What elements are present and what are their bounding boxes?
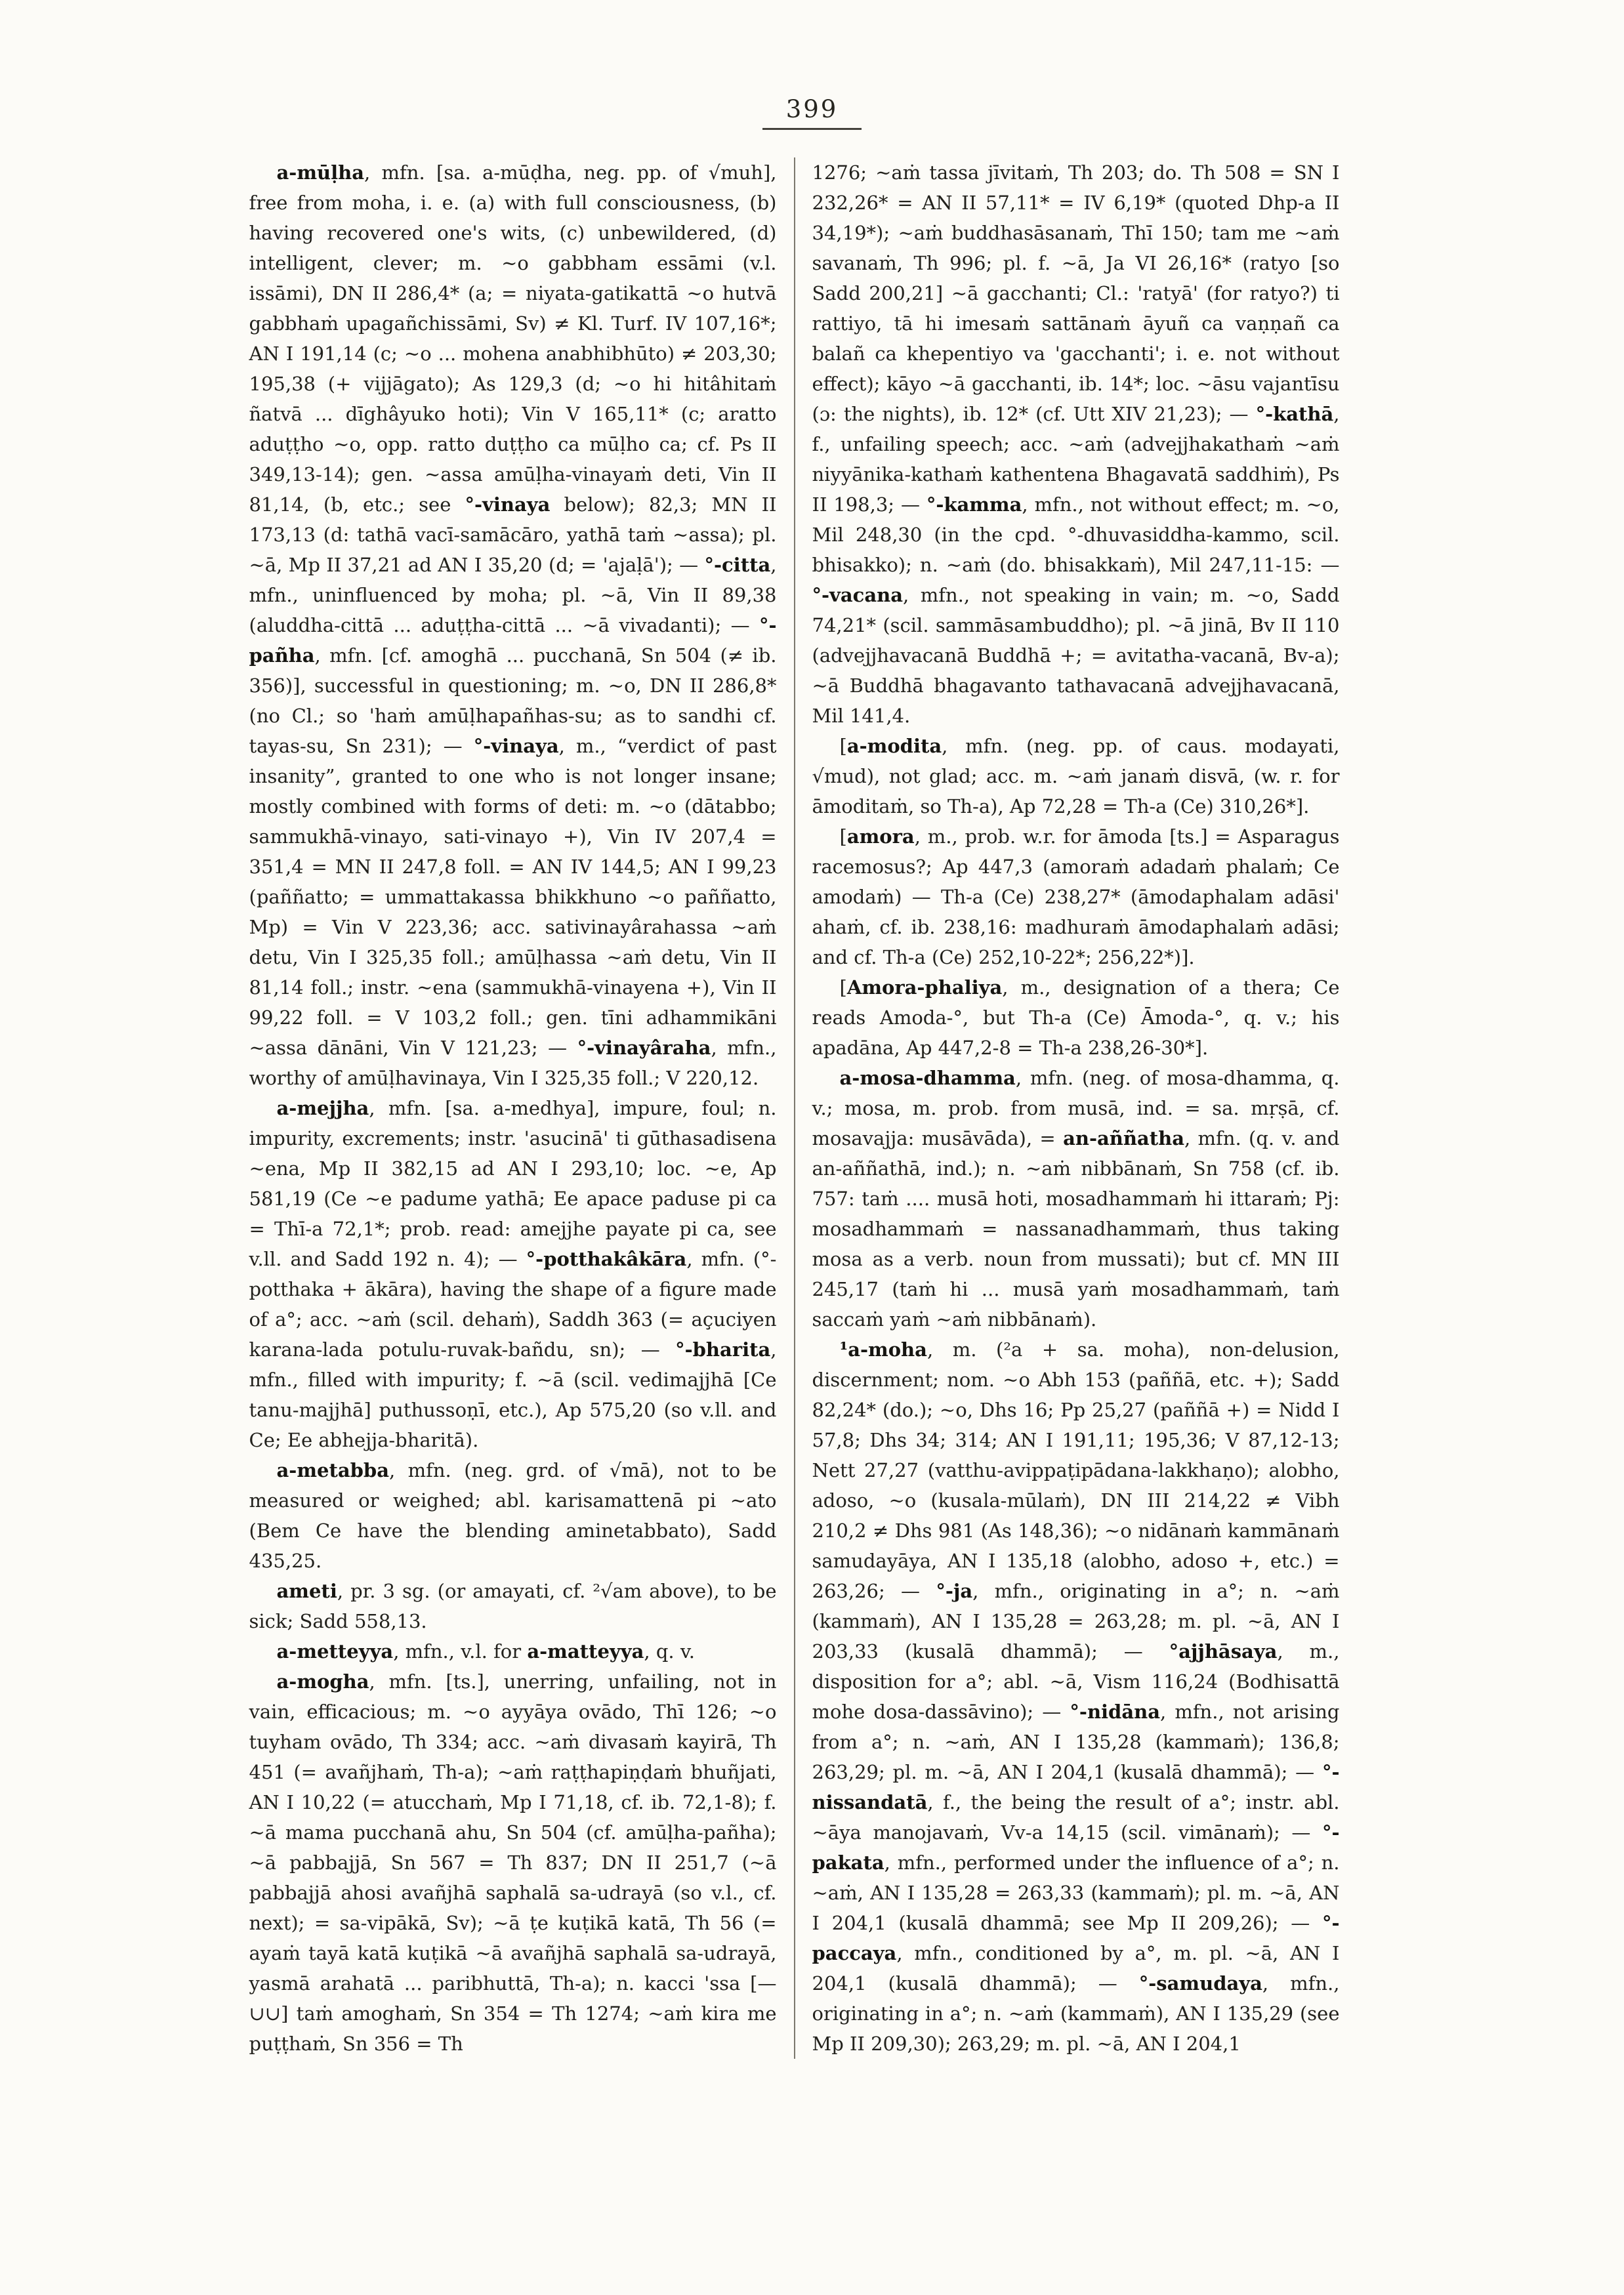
headword: amora <box>846 825 915 848</box>
dictionary-entry: [Amora-phaliya, m., designation of a thera; Ce reads Amoda-°, but Th-a (Ce) Āmoda-°, q. v.; his apadāna, Ap 447,2-8 = Th-a 238,26-30*]. <box>812 976 1340 1059</box>
dictionary-entry: [a-modita, mfn. (neg. pp. of caus. modayati, √mud), not glad; acc. m. ~aṁ janaṁ disvā, (w. r. for āmoditaṁ, so Th-a), Ap 72,28 = Th-a (Ce) 310,26*]. <box>812 735 1340 817</box>
headword: Amora-phaliya <box>846 976 1003 999</box>
dictionary-entry: [amora, m., prob. w.r. for āmoda [ts.] = Asparagus racemosus?; Ap 447,3 (amoraṁ adadaṁ phalaṁ; Ce amodaṁ) — Th-a (Ce) 238,27* (āmodaphalam adāsi' ahaṁ, cf. ib. 238,16: madhuraṁ āmodaphalaṁ adāsi; and cf. Th-a (Ce) 252,10-22*; 256,22*)]. <box>812 825 1340 968</box>
headword: °-nissandatā <box>812 1761 1340 1813</box>
left-column <box>249 157 794 2059</box>
headword: °-ja <box>936 1580 973 1602</box>
headword: a-metteyya <box>276 1640 394 1663</box>
headword: °-citta <box>704 554 771 576</box>
headword: a-modita <box>846 735 942 757</box>
headword: °-pakata <box>812 1821 1340 1874</box>
headword: °-potthakâkāra <box>526 1248 687 1270</box>
page-header <box>0 0 1624 130</box>
headword: a-metabba <box>276 1459 389 1481</box>
headword: °-vinaya <box>465 493 551 516</box>
headword: °-nidāna <box>1070 1701 1160 1723</box>
headword: °-pañha <box>249 614 777 667</box>
headword: °ajjhāsaya <box>1169 1640 1278 1663</box>
right-column <box>795 157 1340 2059</box>
dictionary-entry: ameti, pr. 3 sg. (or amayati, cf. ²√am above), to be sick; Sadd 558,13. <box>249 1580 777 1632</box>
dictionary-entry: ¹a-moha, m. (²a + sa. moha), non-delusion, discernment; nom. ~o Abh 153 (paññā, etc. +); Sadd 82,24* (do.); ~o, Dhs 16; Pp 25,27 (paññā +) = Nidd I 57,8; Dhs 34; 314; AN I 191,11; 195,36; V 87,12-13; Nett 27,27 (vatthu-avippaṭipādana-lakkhaṇo); alobho, adoso, ~o (kusala-mūlaṁ), DN III 214,22 ≠ Vibh 210,2 ≠ Dhs 981 (As 148,36); ~o nidānaṁ kammānaṁ samudayāya, AN I 135,18 (alobho, adoso +, etc.) = 263,26; — °-ja, mfn., originating in a°; n. ~aṁ (kammaṁ), AN I 135,28 = 263,28; m. pl. ~ā, AN I 203,33 (kusalā dhammā); — °ajjhāsaya, m., disposition for a°; abl. ~ā, Vism 116,24 (Bodhisattā mohe dosa-dassāvino); — °-nidāna, mfn., not arising from a°; n. ~aṁ, AN I 135,28 (kammaṁ); 136,8; 263,29; pl. m. ~ā, AN I 204,1 (kusalā dhammā); — °-nissandatā, f., the being the result of a°; instr. abl. ~āya manojavaṁ, Vv-a 14,15 (scil. vimānaṁ); — °-pakata, mfn., performed under the influence of a°; n. ~aṁ, AN I 135,28 = 263,33 (kammaṁ); pl. m. ~ā, AN I 204,1 (kusalā dhammā; see Mp II 209,26); — °-paccaya, mfn., conditioned by a°, m. pl. ~ā, AN I 204,1 (kusalā dhammā); — °-samudaya, mfn., originating in a°; n. ~aṁ (kammaṁ), AN I 135,29 (see Mp II 209,30); 263,29; m. pl. ~ā, AN I 204,1 <box>812 1338 1340 2055</box>
headword: a-mejjha <box>276 1097 369 1119</box>
headword: a-mosa-dhamma <box>839 1067 1016 1089</box>
headword: a-mogha <box>276 1670 369 1693</box>
dictionary-entry: a-metteyya, mfn., v.l. for a-matteyya, q. v. <box>276 1640 696 1663</box>
headword: °-kamma <box>926 493 1022 516</box>
headword: °-samudaya <box>1138 1972 1262 1995</box>
headword: a-matteyya <box>527 1640 644 1663</box>
headword: °-vinaya <box>473 735 559 757</box>
headword: °-bharita <box>675 1338 771 1361</box>
headword: ¹a-moha <box>839 1338 927 1361</box>
dictionary-entry: a-mosa-dhamma, mfn. (neg. of mosa-dhamma, q. v.; mosa, m. prob. from musā, ind. = sa. mṛṣā, cf. mosavajja: musāvāda), = an-aññatha, mfn. (q. v. and an-aññathā, ind.); n. ~aṁ nibbānaṁ, Sn 758 (cf. ib. 757: taṁ .... musā hoti, mosadhammaṁ hi ittaraṁ; Pj: mosadhammaṁ = nassanadhammaṁ, thus taking mosa as a verb. noun from mussati); but cf. MN III 245,17 (taṁ hi ... musā yaṁ mosadhammaṁ, taṁ saccaṁ yaṁ ~aṁ nibbānaṁ). <box>812 1067 1340 1331</box>
dictionary-entry: a-mūḷha, mfn. [sa. a-mūḍha, neg. pp. of √muh], free from moha, i. e. (a) with full consciousness, (b) having recovered one's wits, (c) unbewildered, (d) intelligent, clever; m. ~o gabbham essāmi (v.l. issāmi), DN II 286,4* (a; = niyata-gatikattā ~o hutvā gabbhaṁ upagañchissāmi, Sv) ≠ Kl. Turf. IV 107,16*; AN I 191,14 (c; ~o ... mohena anabhibhūto) ≠ 203,30; 195,38 (+ vijjāgato); As 129,3 (d; ~o hi hitâhitaṁ ñatvā ... dīghâyuko hoti); Vin V 165,11* (c; aratto aduṭṭho ~o, opp. ratto duṭṭho ca mūḷho ca; cf. Ps II 349,13-14); gen. ~assa amūḷha-vinayaṁ deti, Vin II 81,14, (b, etc.; see °-vinaya below); 82,3; MN II 173,13 (d: tathā vacī-samācāro, yathā taṁ ~assa); pl. ~ā, Mp II 37,21 ad AN I 35,20 (d; = 'ajaḷā'); — °-citta, mfn., uninfluenced by moha; pl. ~ā, Vin II 89,38 (aluddha-cittā ... aduṭṭha-cittā ... ~ā vivadanti); — °-pañha, mfn. [cf. amoghā ... pucchanā, Sn 504 (≠ ib. 356)], successful in questioning; m. ~o, DN II 286,8* (no Cl.; so 'haṁ amūḷhapañhas-su; as to sandhi cf. tayas-su, Sn 231); — °-vinaya, m., “verdict of past insanity”, granted to one who is not longer insane; mostly combined with forms of deti: m. ~o (dātabbo; sammukhā-vinayo, sati-vinayo +), Vin IV 207,4 = 351,4 = MN II 247,8 foll. = AN IV 144,5; AN I 99,23 (paññatto; = ummattakassa bhikkhuno ~o paññatto, Mp) = Vin V 223,36; acc. sativinayârahassa ~aṁ detu, Vin I 325,35 foll.; amūḷhassa ~aṁ detu, Vin II 81,14 foll.; instr. ~ena (sammukhā-vinayena +), Vin II 99,22 foll. = V 103,2 foll.; gen. tīni adhammikāni ~assa dānāni, Vin V 121,23; — °-vinayâraha, mfn., worthy of amūḷhavinaya, Vin I 325,35 foll.; V 220,12. <box>249 161 777 1089</box>
headword: °-vacana <box>812 584 904 606</box>
dictionary-entry: a-mejjha, mfn. [sa. a-medhya], impure, foul; n. impurity, excrements; instr. 'asucinā' ti gūthasadisena ~ena, Mp II 382,15 ad AN I 293,10; loc. ~e, Ap 581,19 (Ce ~e padume yathā; Ee apace paduse pi ca = Thī-a 72,1*; prob. read: amejjhe payate pi ca, see v.ll. and Sadd 192 n. 4); — °-potthakâkāra, mfn. (°-potthaka + ākāra), having the shape of a figure made of a°; acc. ~aṁ (scil. dehaṁ), Saddh 363 (= açuciyen karana-lada potulu-ruvak-bañdu, sn); — °-bharita, mfn., filled with impurity; f. ~ā (scil. vedimajjhā [Ce tanu-majjhā] puthussoṇī, etc.), Ap 575,20 (so v.ll. and Ce; Ee abhejja-bharitā). <box>249 1097 777 1451</box>
headword: a-mūḷha <box>276 161 364 184</box>
headword: °-kathā <box>1255 403 1334 425</box>
dictionary-entry: a-metabba, mfn. (neg. grd. of √mā), not to be measured or weighed; abl. karisamattenā pi ~ato (Bem Ce have the blending aminetabbato), Sadd 435,25. <box>249 1459 777 1572</box>
page-number: 399 <box>762 97 862 130</box>
headword: an-aññatha <box>1063 1127 1184 1149</box>
dictionary-entry: 1276; ~aṁ tassa jīvitaṁ, Th 203; do. Th 508 = SN I 232,26* = AN II 57,11* = IV 6,19* (quoted Dhp-a II 34,19*); ~aṁ buddhasāsanaṁ, Thī 150; tam me ~aṁ savanaṁ, Th 996; pl. f. ~ā, Ja VI 26,16* (ratyo [so Sadd 200,21] ~ā gacchanti; Cl.: 'ratyā' (for ratyo?) ti rattiyo, tā hi imesaṁ sattānaṁ āyuñ ca vaṇṇañ ca balañ ca khepentiyo va 'gacchanti'; i. e. not without effect); kāyo ~ā gacchanti, ib. 14*; loc. ~āsu vajantīsu (ɔ: the nights), ib. 12* (cf. Utt XIV 21,23); — °-kathā, f., unfailing speech; acc. ~aṁ (advejjhakathaṁ ~aṁ niyyānika-kathaṁ kathentena Bhagavatā saddhiṁ), Ps II 198,3; — °-kamma, mfn., not without effect; m. ~o, Mil 248,30 (in the cpd. °-dhuvasiddha-kammo, scil. bhisakko); n. ~aṁ (do. bhisakkaṁ), Mil 247,11-15: — °-vacana, mfn., not speaking in vain; m. ~o, Sadd 74,21* (scil. sammāsambuddho); pl. ~ā jinā, Bv II 110 (advejjhavacanā Buddhā +; = avitatha-vacanā, Bv-a); ~ā Buddhā bhagavanto tathavacanā advejjhavacanā, Mil 141,4. <box>812 161 1340 727</box>
headword: °-vinayâraha <box>577 1037 711 1059</box>
headword: ameti <box>276 1580 337 1602</box>
dictionary-entry: a-mogha, mfn. [ts.], unerring, unfailing, not in vain, efficacious; m. ~o ayyāya ovādo, Thī 126; ~o tuyham ovādo, Th 334; acc. ~aṁ divasaṁ kayirā, Th 451 (= avañjhaṁ, Th-a); ~aṁ raṭṭhapiṇḍaṁ bhuñjati, AN I 10,22 (= atucchaṁ, Mp I 71,18, cf. ib. 72,1-8); f. ~ā mama pucchanā ahu, Sn 504 (cf. amūḷha-pañha); ~ā pabbajjā, Sn 567 = Th 837; DN II 251,7 (~ā pabbajjā ahosi avañjhā saphalā sa-udrayā (so v.l., cf. next); = sa-vipākā, Sv); ~ā ṭe kuṭikā katā, Th 56 (= ayaṁ tayā katā kuṭikā ~ā avañjhā saphalā sa-udrayā, yasmā arahatā ... paribhuttā, Th-a); n. kacci 'ssa [—∪∪] taṁ amoghaṁ, Sn 354 = Th 1274; ~aṁ kira me puṭṭhaṁ, Sn 356 = Th <box>249 1670 777 2055</box>
text-block <box>249 157 1375 2059</box>
headword: °-paccaya <box>812 1912 1340 1964</box>
